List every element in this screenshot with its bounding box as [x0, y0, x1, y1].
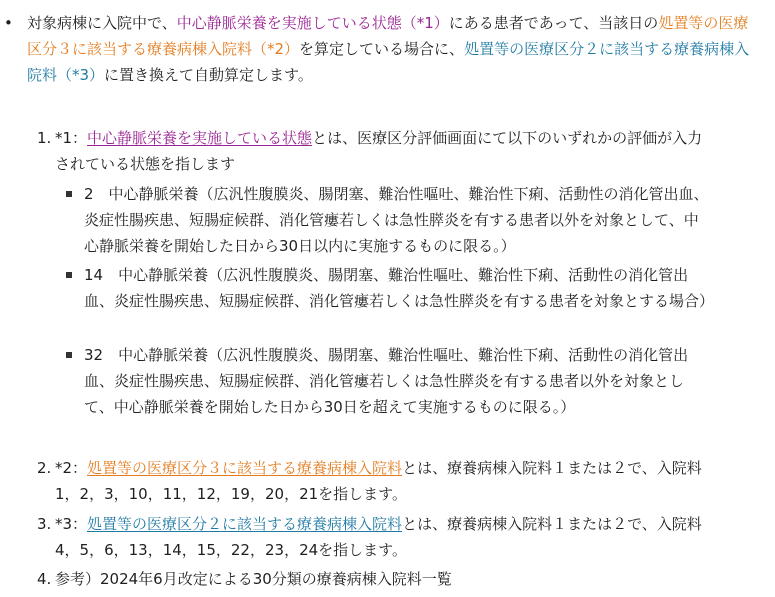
- list-item-number: 3.: [37, 515, 52, 533]
- intro-text-1: 対象病棟に入院中で、: [27, 14, 177, 32]
- sub-item-14: [66, 262, 715, 314]
- intro-text-3: を算定している場合に、: [299, 40, 465, 58]
- list-item-4: [37, 566, 717, 592]
- list-item-2: [37, 455, 717, 507]
- note-1-description: とは、医療区分評価画面にて以下のいずれかの評価が入力されている状態を指します: [55, 129, 703, 173]
- sub-item-2: [66, 181, 711, 259]
- list-item-1: [37, 125, 717, 177]
- list-item-number: 4.: [37, 570, 52, 588]
- intro-text-4: に置き換えて自動算定します。: [104, 66, 313, 84]
- link-ward-fee-category-2[interactable]: 処置等の医療区分２に該当する療養病棟入院料: [87, 515, 403, 533]
- sub-item-32: [66, 342, 711, 420]
- square-bullet-icon: [66, 352, 72, 358]
- square-bullet-icon: [66, 191, 72, 197]
- square-bullet-icon: [66, 272, 72, 278]
- note-3-prefix: *3：: [55, 515, 88, 533]
- note-2-description: とは、療養病棟入院料１または２で、入院料1，2，3，10，11，12，19，20，21を指します。: [55, 459, 702, 503]
- note-1-prefix: *1：: [55, 129, 88, 147]
- link-central-iv-state[interactable]: 中心静脈栄養を実施している状態: [87, 129, 313, 147]
- reference-text: 参考）2024年6月改定による30分類の療養病棟入院料一覧: [55, 570, 452, 588]
- list-item-number: 2.: [37, 459, 52, 477]
- intro-highlight-ward-fee-3: 処置等の医療区分３に該当する療養病棟入院料（*2）: [27, 14, 749, 58]
- intro-highlight-ward-fee-2: 処置等の医療区分２に該当する療養病棟入院料（*3）: [27, 40, 750, 84]
- note-3-description: とは、療養病棟入院料１または２で、入院料4，5，6，13，14，15，22，23，24を指します。: [55, 515, 702, 559]
- intro-bullet: •: [4, 14, 13, 32]
- intro-highlight-central-iv: 中心静脈栄養を実施している状態（*1）: [176, 14, 449, 32]
- sub-item-text: 2 中心静脈栄養（広汎性腹膜炎、腸閉塞、難治性嘔吐、難治性下痢、活動性の消化管出血、炎症性腸疾患、短腸症候群、消化管瘻若しくは急性膵炎を有する患者以外を対象として、中心静脈栄養を開始した日から30日以内に実施するものに限る。）: [84, 185, 709, 255]
- list-item-number: 1.: [37, 129, 52, 147]
- link-ward-fee-category-3[interactable]: 処置等の医療区分３に該当する療養病棟入院料: [87, 459, 403, 477]
- intro-paragraph: [10, 10, 750, 88]
- note-2-prefix: *2：: [55, 459, 88, 477]
- intro-text-2: にある患者であって、当該日の: [448, 14, 659, 32]
- sub-item-text: 14 中心静脈栄養（広汎性腹膜炎、腸閉塞、難治性嘔吐、難治性下痢、活動性の消化管出血、炎症性腸疾患、短腸症候群、消化管瘻若しくは急性膵炎を有する患者を対象とする場合）: [84, 266, 715, 310]
- sub-item-text: 32 中心静脈栄養（広汎性腹膜炎、腸閉塞、難治性嘔吐、難治性下痢、活動性の消化管出血、炎症性腸疾患、短腸症候群、消化管瘻若しくは急性膵炎を有する患者以外を対象として、中心静脈栄養を開始した日から30日を超えて実施するものに限る。）: [84, 346, 689, 416]
- list-item-3: [37, 511, 717, 563]
